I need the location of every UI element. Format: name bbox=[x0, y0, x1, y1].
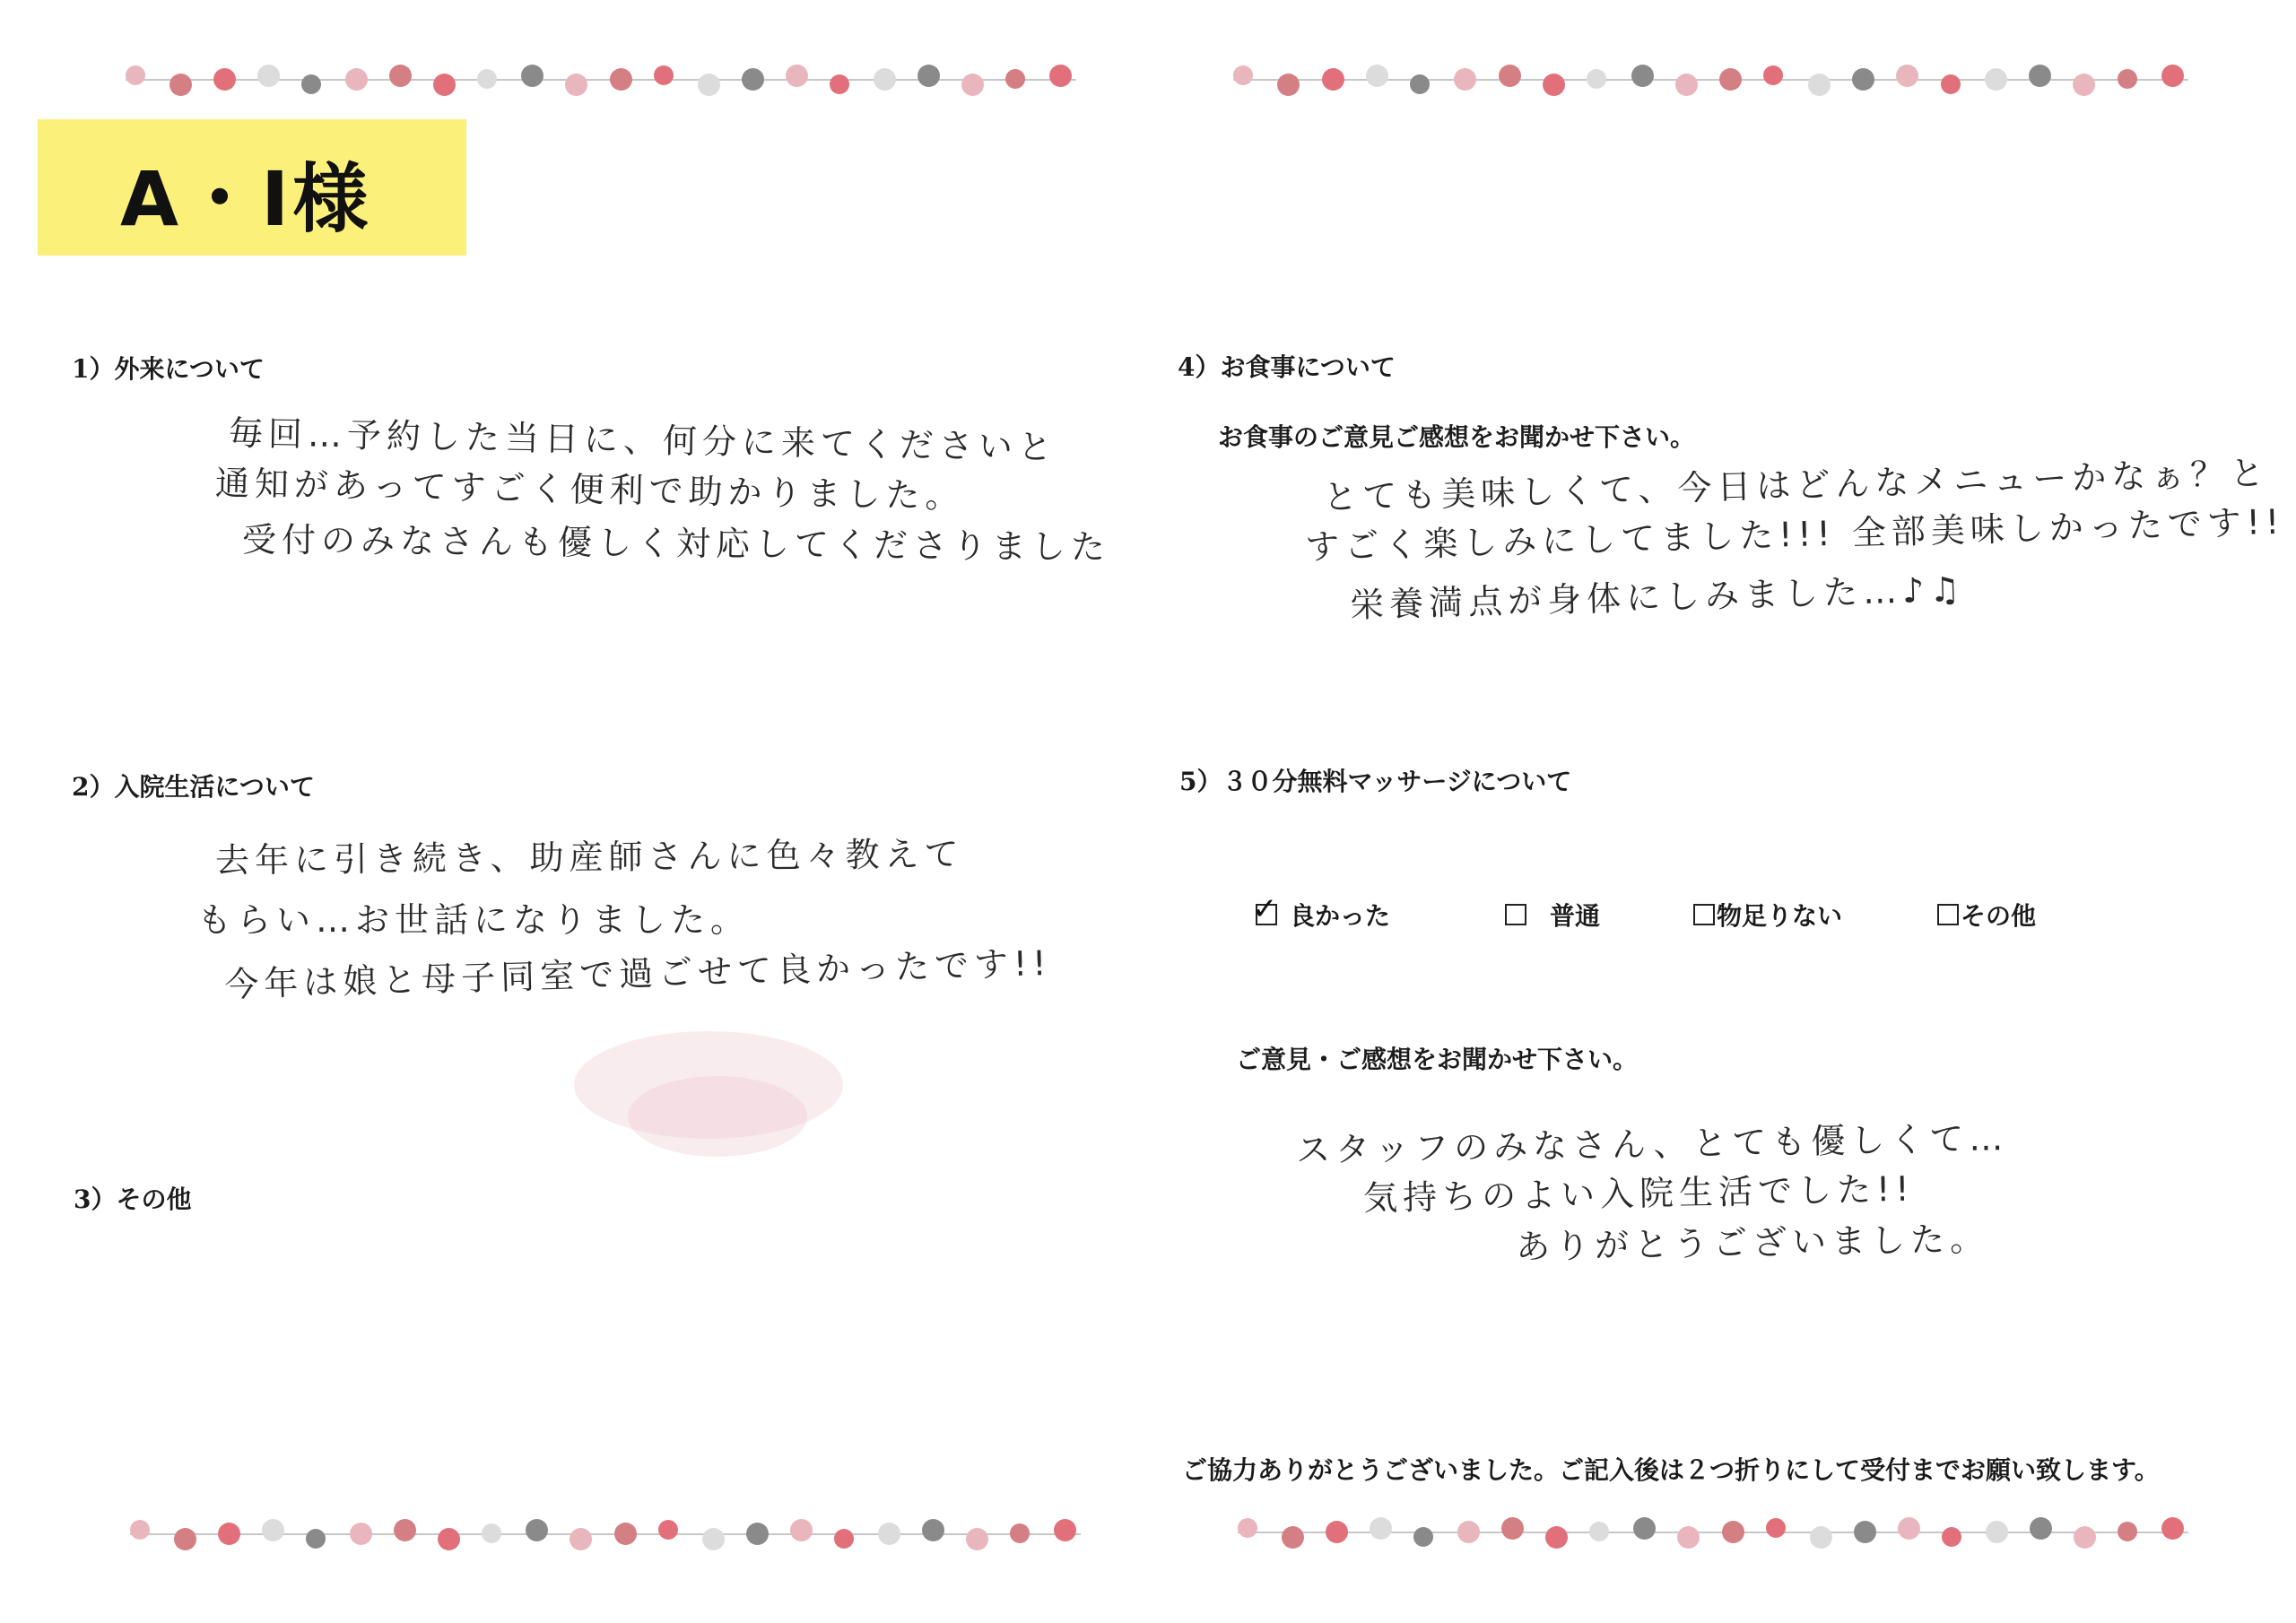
decorative-dot bbox=[174, 1528, 196, 1550]
q5-prompt: ご意見・ご感想をお聞かせ下さい。 bbox=[1236, 1045, 1639, 1074]
decorative-dot bbox=[1810, 1526, 1832, 1549]
decorative-dot bbox=[1010, 1523, 1030, 1543]
q5-answer-line: ありがとうございました。 bbox=[1515, 1219, 1990, 1267]
option-good-label: 良かった bbox=[1290, 901, 1391, 931]
decorative-dot bbox=[702, 1528, 725, 1550]
decorative-dot bbox=[1543, 74, 1565, 96]
bottom-left-dot-border bbox=[130, 1515, 1081, 1551]
option-other-label: その他 bbox=[1961, 901, 2037, 931]
decorative-dot bbox=[1633, 1517, 1656, 1540]
decorative-dot bbox=[654, 65, 674, 85]
q2-answer-line: 去年に引き続き、助産師さんに色々教えて bbox=[214, 834, 964, 881]
decorative-dot bbox=[213, 68, 236, 91]
option-insufficient-label: 物足りない bbox=[1717, 901, 1843, 931]
decorative-dot bbox=[1763, 65, 1783, 85]
option-good[interactable] bbox=[1252, 891, 1391, 933]
bottom-right-dot-border bbox=[1238, 1514, 2188, 1549]
decorative-dot bbox=[1454, 68, 1476, 91]
q3-heading: 3）その他 bbox=[74, 1185, 192, 1214]
decorative-dot bbox=[961, 74, 984, 96]
decorative-dot bbox=[438, 1528, 460, 1550]
decorative-dot bbox=[1499, 65, 1521, 87]
decorative-dot bbox=[1413, 1527, 1433, 1547]
decorative-dot bbox=[218, 1523, 240, 1545]
decorative-dot bbox=[2118, 1522, 2137, 1541]
decorative-dot bbox=[874, 68, 896, 91]
decorative-dot bbox=[1589, 1522, 1609, 1541]
decorative-dot bbox=[1941, 74, 1961, 94]
decorative-dot bbox=[2029, 65, 2051, 87]
top-right-dot-border bbox=[1233, 61, 2188, 97]
decorative-dot bbox=[394, 1519, 416, 1541]
decorative-dot bbox=[698, 74, 720, 96]
decorative-dot bbox=[482, 1523, 501, 1543]
decorative-dot bbox=[1808, 74, 1831, 96]
decorative-dot bbox=[477, 69, 497, 89]
decorative-dot bbox=[389, 65, 412, 87]
decorative-dot bbox=[1277, 74, 1300, 96]
decorative-dot bbox=[130, 1520, 150, 1540]
top-left-dot-border bbox=[126, 61, 1076, 97]
decorative-dot bbox=[1587, 69, 1606, 89]
decorative-dot bbox=[878, 1523, 900, 1545]
decorative-dot bbox=[746, 1523, 769, 1545]
decorative-dot bbox=[1985, 68, 2007, 91]
q5-answer-line: スタッフのみなさん、とても優しくて… bbox=[1295, 1118, 2009, 1170]
decorative-dot bbox=[345, 68, 368, 91]
q1-answer-line: 毎回…予約した当日に、何分に来てくださいと bbox=[228, 412, 1058, 468]
decorative-dot bbox=[1054, 1519, 1076, 1541]
option-normal-label: 普通 bbox=[1550, 901, 1601, 931]
decorative-dot bbox=[614, 1523, 637, 1545]
q4-prompt: お食事のご意見ご感想をお聞かせ下さい。 bbox=[1218, 422, 1696, 452]
decorative-dot bbox=[570, 1528, 592, 1550]
decorative-dot bbox=[1942, 1527, 1961, 1547]
decorative-dot bbox=[1986, 1521, 2008, 1543]
q4-heading: 4）お食事について bbox=[1178, 352, 1396, 382]
customer-name: A・I様 bbox=[120, 155, 372, 243]
decorative-dot bbox=[1898, 1517, 1920, 1540]
decorative-dot bbox=[1545, 1526, 1568, 1549]
checkbox-good[interactable] bbox=[1252, 891, 1278, 927]
check-icon: ✓ bbox=[1252, 891, 1278, 927]
checkbox-other[interactable] bbox=[1937, 904, 1959, 925]
decorative-dot bbox=[610, 68, 632, 91]
decorative-dot bbox=[1896, 65, 1918, 87]
decorative-dot bbox=[1326, 1521, 1348, 1543]
q1-heading: 1）外来について bbox=[72, 354, 265, 384]
decorative-dot bbox=[350, 1523, 372, 1545]
decorative-dot bbox=[1049, 65, 1072, 87]
decorative-dot bbox=[433, 74, 456, 96]
decorative-dot bbox=[658, 1520, 678, 1540]
q4-answer-line: 栄養満点が身体にしみました…♪♫ bbox=[1349, 569, 1966, 625]
decorative-dot bbox=[1370, 1517, 1392, 1540]
decorative-dot bbox=[526, 1519, 548, 1541]
decorative-dot bbox=[1410, 74, 1430, 94]
decorative-dot bbox=[1677, 1526, 1700, 1549]
q4-answer-line: とても美味しくて、今日はどんなメニューかなぁ？と bbox=[1322, 453, 2270, 517]
q2-answer-line: 今年は娘と母子同室で過ごせて良かったです!! bbox=[223, 942, 1052, 1005]
decorative-dot bbox=[2073, 74, 2095, 96]
decorative-dot bbox=[1005, 69, 1025, 89]
decorative-dot bbox=[786, 65, 808, 87]
decorative-dot bbox=[126, 65, 145, 85]
decorative-dot bbox=[1852, 68, 1874, 91]
decorative-dot bbox=[966, 1528, 988, 1550]
decorative-dot bbox=[301, 74, 321, 94]
option-normal[interactable] bbox=[1505, 897, 1600, 933]
q2-answer-line: もらい…お世話になりました。 bbox=[197, 900, 751, 940]
decorative-dot bbox=[2118, 69, 2137, 89]
q4-answer-line: すごく楽しみにしてました!!! 全部美味しかったです!! bbox=[1304, 501, 2285, 568]
q5-heading: 5）３０分無料マッサージについて bbox=[1179, 767, 1572, 796]
decorative-dot bbox=[1631, 65, 1654, 87]
q1-answer-line: 受付のみなさんも優しく対応してくださりました bbox=[241, 519, 1111, 568]
decorative-dot bbox=[1854, 1521, 1876, 1543]
q2-heading: 2）入院生活について bbox=[72, 772, 315, 802]
decorative-dot bbox=[1322, 68, 1344, 91]
decorative-dot bbox=[565, 74, 587, 96]
decorative-dot bbox=[1675, 74, 1698, 96]
decorative-dot bbox=[742, 68, 764, 91]
footer-thanks-note: ご協力ありがとうございました。ご記入後は２つ折りにして受付までお願い致します。 bbox=[1182, 1455, 2160, 1485]
decorative-dot bbox=[922, 1519, 944, 1541]
decorative-dot bbox=[790, 1519, 813, 1541]
decorative-dot bbox=[2030, 1517, 2052, 1540]
decorative-dot bbox=[2161, 1517, 2184, 1540]
decorative-dot bbox=[2074, 1526, 2096, 1549]
q1-answer-line: 通知があってすごく便利で助かりました。 bbox=[214, 463, 965, 516]
decorative-dot bbox=[2161, 65, 2184, 87]
decorative-dot bbox=[1233, 65, 1253, 85]
decorative-dot bbox=[1719, 68, 1742, 91]
decorative-dot bbox=[830, 74, 849, 94]
decorative-dot bbox=[521, 65, 544, 87]
decorative-dot bbox=[1457, 1521, 1480, 1543]
decorative-dot bbox=[1766, 1518, 1786, 1538]
decorative-dot bbox=[306, 1529, 326, 1549]
decorative-dot bbox=[1282, 1526, 1304, 1549]
massage-rating-options bbox=[1252, 891, 2063, 938]
name-sticky-note bbox=[38, 119, 466, 256]
decorative-dot bbox=[262, 1519, 284, 1541]
option-insufficient[interactable] bbox=[1693, 897, 1842, 933]
decorative-dot bbox=[834, 1529, 854, 1549]
checkbox-normal[interactable] bbox=[1505, 904, 1526, 925]
q5-answer-line: 気持ちのよい入院生活でした!! bbox=[1362, 1168, 1915, 1219]
decorative-dot bbox=[1238, 1518, 1257, 1538]
decorative-dot bbox=[1722, 1521, 1744, 1543]
decorative-dot bbox=[170, 74, 192, 96]
checkbox-insufficient[interactable] bbox=[1693, 904, 1715, 925]
decorative-dot bbox=[918, 65, 940, 87]
ink-smudge bbox=[628, 1076, 807, 1157]
option-other[interactable] bbox=[1937, 897, 2036, 933]
decorative-dot bbox=[1501, 1517, 1524, 1540]
decorative-dot bbox=[1366, 65, 1388, 87]
decorative-dot bbox=[257, 65, 280, 87]
